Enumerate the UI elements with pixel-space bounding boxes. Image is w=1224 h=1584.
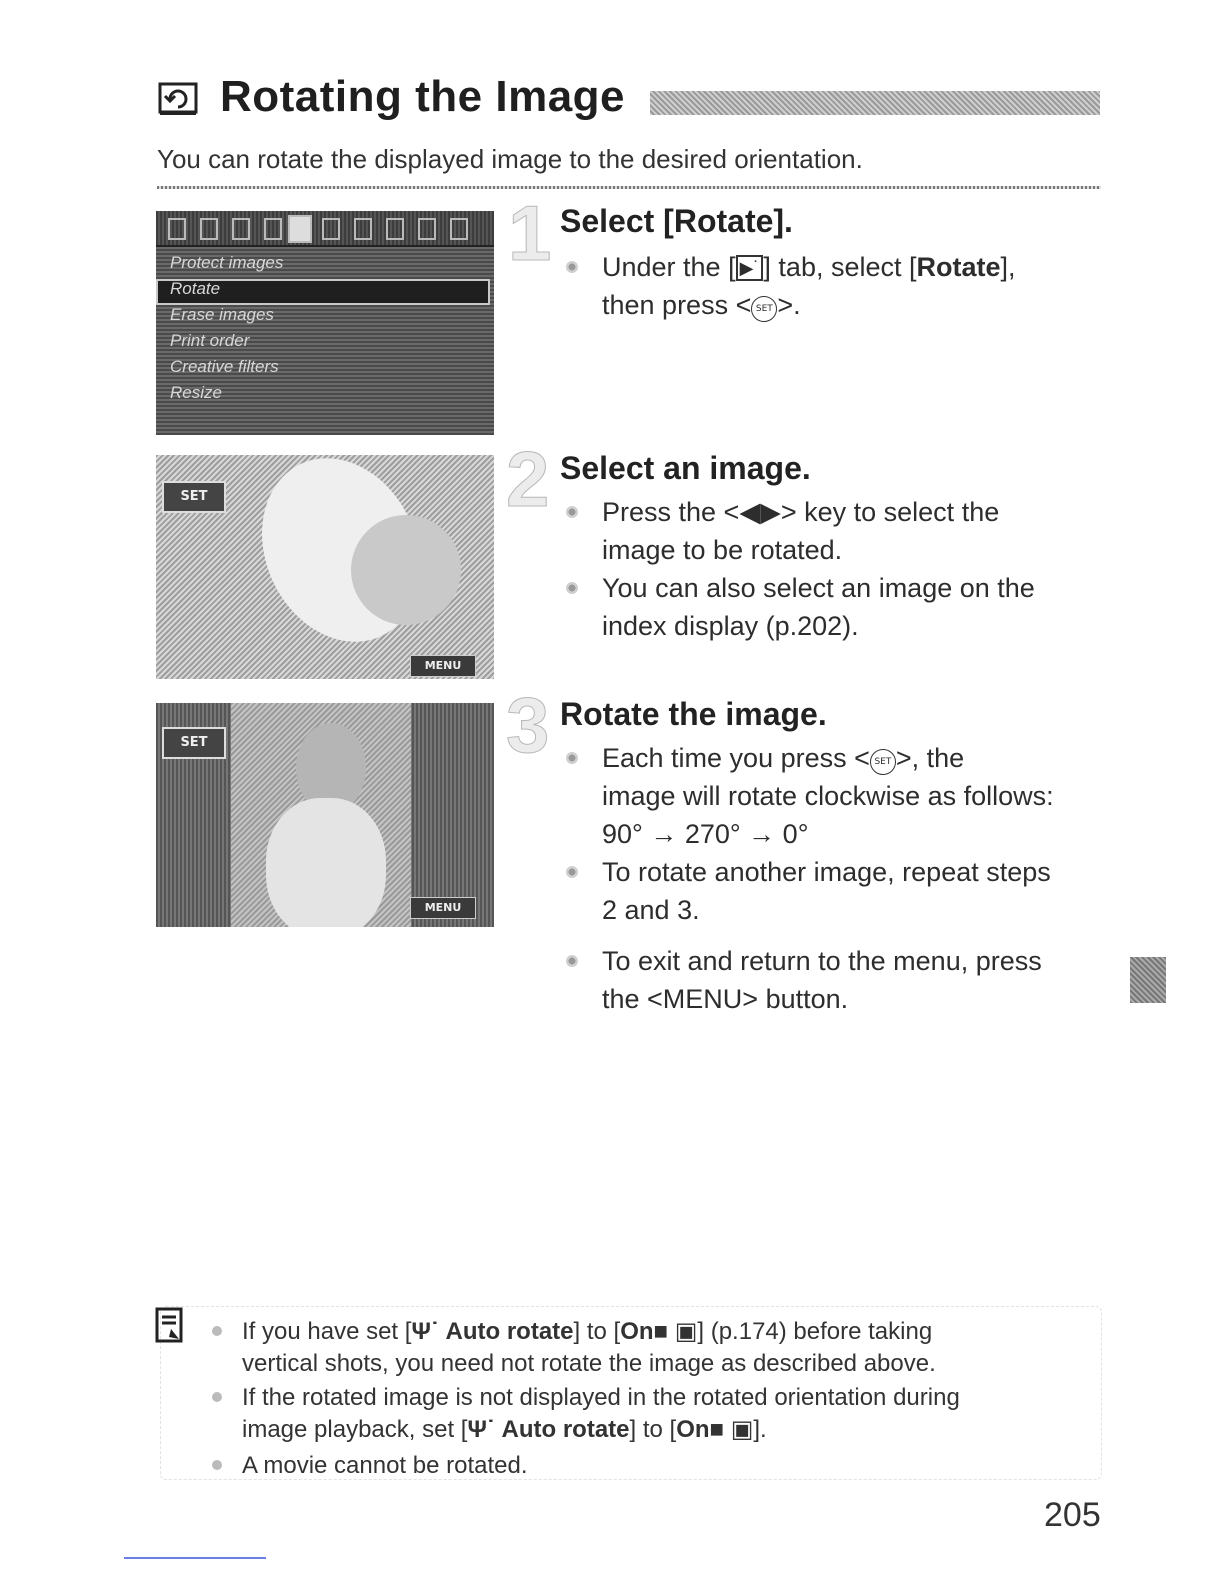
note-item: If you have set [Ψ˙ Auto rotate] to [On■ ▣] (p.174) before taking vertical shots, you need not rotate the image as described above. — [242, 1318, 936, 1377]
menu-tab — [264, 218, 282, 240]
footer-link-underline — [124, 1557, 266, 1559]
page-number: 205 — [1044, 1496, 1101, 1534]
bullet-icon — [566, 752, 578, 764]
note-item: If the rotated image is not displayed in the rotated orientation during image playback, set [Ψ˙ Auto rotate] to [On■ ▣]. — [242, 1384, 960, 1443]
page-title: Rotating the Image — [220, 72, 626, 121]
chapter-tab-marker — [1130, 957, 1166, 1003]
step-title: Rotate the image. — [560, 696, 827, 732]
step-number: 2 — [506, 435, 550, 523]
menu-tab — [322, 218, 340, 240]
bullet-icon — [212, 1326, 222, 1336]
set-button-icon: SET — [870, 749, 896, 775]
rotate-playback-icon — [158, 82, 198, 116]
note-icon — [155, 1307, 185, 1345]
set-button-icon: SET — [751, 296, 777, 322]
title-decor-bar — [650, 91, 1100, 115]
bullet-icon — [212, 1392, 222, 1402]
menu-item-print-order: Print order — [170, 331, 250, 350]
step-bullet: Under the [ ▶˙ ] tab, select [Rotate], then press < SET >. — [602, 252, 1016, 320]
step-title: Select [Rotate]. — [560, 203, 793, 239]
menu-tab — [168, 218, 186, 240]
step-number: 1 — [508, 189, 552, 277]
bullet-icon — [566, 261, 578, 273]
bullet-icon — [566, 506, 578, 518]
photo-subject — [266, 798, 386, 927]
menu-tab — [200, 218, 218, 240]
bullet-icon — [566, 582, 578, 594]
menu-badge: MENU — [410, 897, 476, 919]
step-bullet: Each time you press < SET >, the image will rotate clockwise as follows: 90° → 270° → 0° — [602, 743, 1054, 849]
step-bullet: You can also select an image on the index display (p.202). — [602, 573, 1035, 641]
menu-item-resize: Resize — [170, 383, 222, 402]
image-select-screenshot — [156, 455, 494, 679]
menu-tab — [354, 218, 372, 240]
step-bullet: To rotate another image, repeat steps 2 and 3. — [602, 857, 1051, 925]
menu-tab — [418, 218, 436, 240]
menu-badge: MENU — [410, 655, 476, 677]
divider — [157, 186, 1101, 189]
menu-item-protect: Protect images — [170, 253, 284, 272]
menu-item-erase: Erase images — [170, 305, 274, 324]
menu-tab-strip — [156, 211, 494, 247]
menu-item-creative-filters: Creative filters — [170, 357, 279, 376]
playback-tab-icon: ▶˙ — [736, 255, 764, 281]
photo-face — [351, 515, 461, 625]
bullet-icon — [566, 866, 578, 878]
step-bullet: To exit and return to the menu, press the <MENU> button. — [602, 946, 1042, 1014]
set-badge: SET — [162, 727, 226, 759]
menu-tab — [232, 218, 250, 240]
menu-item-rotate: Rotate — [170, 279, 221, 298]
camera-menu-screenshot — [156, 211, 494, 435]
note-item: A movie cannot be rotated. — [242, 1452, 528, 1479]
menu-tab-active — [288, 215, 312, 243]
menu-tab — [386, 218, 404, 240]
intro-text: You can rotate the displayed image to the desired orientation. — [157, 144, 863, 174]
bullet-icon — [212, 1460, 222, 1470]
set-badge: SET — [162, 481, 226, 513]
step-number: 3 — [506, 681, 550, 769]
rotated-image-screenshot — [156, 703, 494, 927]
step-title: Select an image. — [560, 450, 811, 486]
menu-tab — [450, 218, 468, 240]
step-bullet: Press the <◀▶> key to select the image to be rotated. — [602, 497, 1000, 565]
bullet-icon — [566, 955, 578, 967]
